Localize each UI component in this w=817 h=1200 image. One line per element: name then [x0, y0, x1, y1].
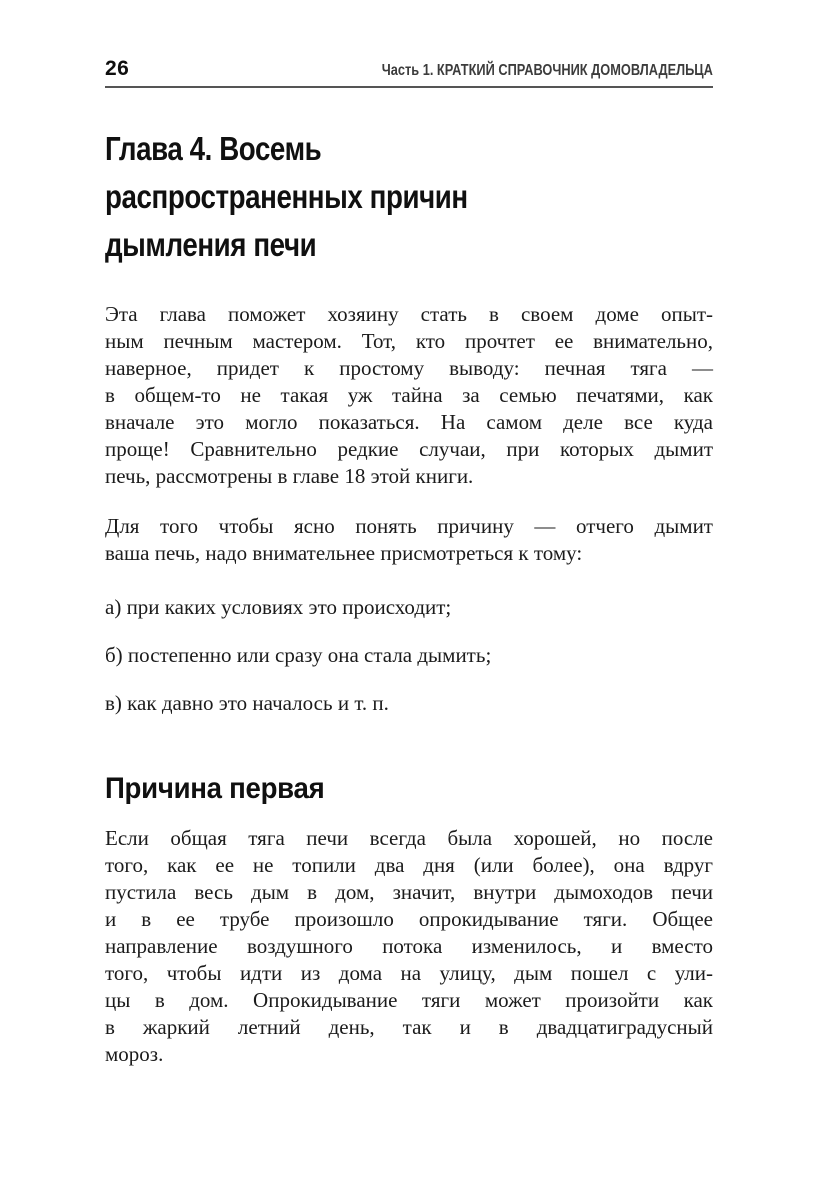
- intro-paragraph-2: [105, 513, 713, 567]
- text-line: пустила весь дым в дом, значит, внутри дымоходов печи: [105, 880, 713, 904]
- chapter-title: [105, 125, 713, 269]
- intro-paragraph-1: [105, 301, 713, 490]
- chapter-title-line: дымления печи: [105, 226, 317, 263]
- running-header: Часть 1. КРАТКИЙ СПРАВОЧНИК ДОМОВЛАДЕЛЬЦА: [381, 62, 713, 79]
- text-line: Эта глава поможет хозяину стать в своем доме опыт-: [105, 302, 713, 326]
- page-header: [105, 57, 713, 81]
- text-line: того, как ее не топили два дня (или более), она вдруг: [105, 853, 713, 877]
- text-line: цы в дом. Опрокидывание тяги может произойти как: [105, 988, 713, 1012]
- chapter-title-line: распространенных причин: [105, 178, 468, 215]
- text-line: наверное, придет к простому выводу: печная тяга —: [105, 356, 713, 380]
- text-line: того, чтобы идти из дома на улицу, дым пошел с ули-: [105, 961, 713, 985]
- chapter-title-line: Глава 4. Восемь: [105, 130, 322, 167]
- text-line: проще! Сравнительно редкие случаи, при которых дымит: [105, 437, 713, 461]
- text-line: мороз.: [105, 1042, 164, 1066]
- section-heading-text: Причина первая: [105, 772, 325, 805]
- text-line: в жаркий летний день, так и в двадцатиградусный: [105, 1015, 713, 1039]
- text-line: Если общая тяга печи всегда была хорошей, но после: [105, 826, 713, 850]
- section-heading: [105, 769, 713, 809]
- text-line: и в ее трубе произошло опрокидывание тяги. Общее: [105, 907, 713, 931]
- conditions-list: [105, 594, 713, 717]
- text-line: Для того чтобы ясно понять причину — отчего дымит: [105, 514, 713, 538]
- text-line: в общем-то не такая уж тайна за семью печатями, как: [105, 383, 713, 407]
- text-line: вначале это могло показаться. На самом деле все куда: [105, 410, 713, 434]
- header-rule: [105, 86, 713, 88]
- list-item: б) постепенно или сразу она стала дымить;: [105, 643, 492, 667]
- list-item: а) при каких условиях это происходит;: [105, 595, 452, 619]
- section-paragraph: [105, 825, 713, 1068]
- page-number: 26: [105, 57, 130, 80]
- text-line: ным печным мастером. Тот, кто прочтет ее внимательно,: [105, 329, 713, 353]
- list-item: в) как давно это началось и т. п.: [105, 691, 389, 715]
- text-line: печь, рассмотрены в главе 18 этой книги.: [105, 464, 474, 488]
- text-line: направление воздушного потока изменилось, и вместо: [105, 934, 713, 958]
- text-line: ваша печь, надо внимательнее присмотреться к тому:: [105, 541, 583, 565]
